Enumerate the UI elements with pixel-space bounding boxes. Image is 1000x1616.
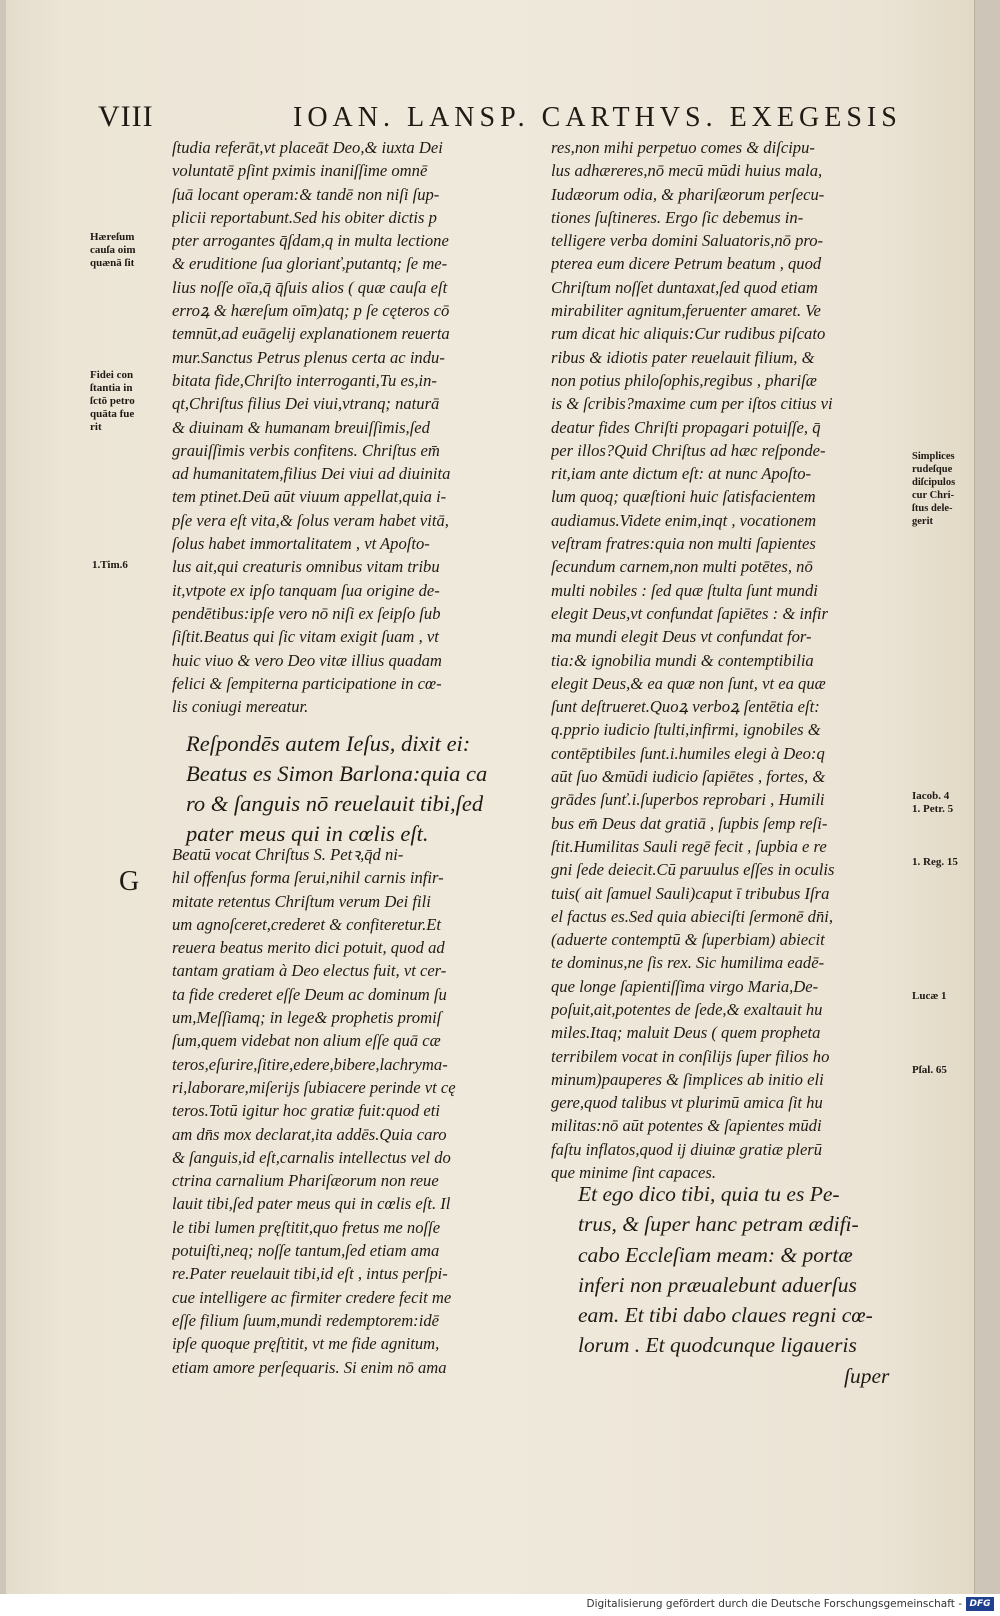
left-column-text bbox=[172, 136, 532, 718]
text-line: ſtantia in bbox=[90, 382, 133, 394]
text-line: elegit Deus,& ea quæ non ſunt, vt ea quæ bbox=[551, 673, 826, 693]
text-line: Pſal. 65 bbox=[912, 1064, 947, 1076]
page-header bbox=[6, 100, 974, 136]
text-line: ſuper bbox=[844, 1363, 890, 1388]
text-line: cur Chri- bbox=[912, 490, 955, 501]
text-line: Hæreſum bbox=[90, 231, 135, 243]
text-line: grauiſſimis verbis confitens. Chriſtus em̄ bbox=[172, 440, 440, 460]
text-line: ro & ſanguis nō reuelauit tibi,ſed bbox=[186, 791, 484, 816]
text-line: ſctō petro bbox=[90, 395, 135, 407]
text-line: Lucæ 1 bbox=[912, 990, 947, 1002]
text-line: am dn̄s mox declarat,ita addēs.Quia caro bbox=[172, 1124, 447, 1144]
text-line: & eruditione ſua glorianť,putantq; ſe me- bbox=[172, 254, 448, 274]
left-commentary-text bbox=[172, 843, 532, 1379]
dfg-logo-icon: DFG bbox=[966, 1597, 994, 1611]
text-line: pter arrogantes q̄ſdam,q in multa lectione bbox=[172, 231, 449, 251]
text-line: it,vtpote ex ipſo tanquam ſua origine de- bbox=[172, 580, 440, 600]
text-line: teros.Totū igitur hoc gratiæ fuit:quod eti bbox=[172, 1101, 440, 1121]
text-line: teros,eſurire,ſitire,edere,bibere,lachryma- bbox=[172, 1054, 448, 1074]
margin-note-right-1 bbox=[912, 790, 953, 816]
text-line: qt,Chriſtus filius Dei viui,vtranq; naturā bbox=[172, 394, 440, 414]
text-line: ſiſtit.Beatus qui ſic vitam exigit ſuam , vt bbox=[172, 627, 439, 647]
text-line: audiamus.Videte enim,inqt , vocationem bbox=[551, 510, 817, 530]
text-line: um agnoſceret,crederet & confiteretur.Et bbox=[172, 914, 441, 934]
text-line: deatur fides Chriſti propagari potuiſſe, q̄ bbox=[551, 417, 821, 437]
text-line: q.pprio iudicio ſtulti,infirmi, ignobiles & bbox=[551, 720, 821, 740]
text-line: ſuā locant operam:& tandē non niſi ſup- bbox=[172, 184, 440, 204]
text-line: bitata fide,Chriſto interroganti,Tu es,in- bbox=[172, 370, 437, 390]
text-line: lorum . Et quodcunque ligaueris bbox=[578, 1333, 857, 1358]
text-line: lauit tibi,ſed pater meus qui in cœlis eſt. Il bbox=[172, 1194, 451, 1214]
text-line: 1. Reg. 15 bbox=[912, 856, 958, 868]
text-line: mitate retentus Chriſtum verum Dei fili bbox=[172, 891, 431, 911]
text-line: pendētibus:ipſe vero nō niſi ex ſeipſo ſub bbox=[172, 603, 441, 623]
text-line: cabo Eccleſiam meam: & portæ bbox=[578, 1242, 853, 1267]
text-line: Iacob. 4 bbox=[912, 790, 950, 802]
text-line: cauſa oim bbox=[90, 244, 136, 256]
text-line: Beatus es Simon Barlona:quia ca bbox=[186, 761, 488, 786]
text-line: Chriſtum noſſet duntaxat,ſed quod etiam bbox=[551, 277, 818, 297]
text-line: poſuit,ait,potentes de ſede,& exaltauit hu bbox=[551, 999, 823, 1019]
text-line: ſtus dele- bbox=[912, 503, 953, 514]
text-line: res,non mihi perpetuo comes & diſcipu- bbox=[551, 138, 815, 157]
text-line: hil offenſus forma ſerui,nihil carnis infir- bbox=[172, 868, 444, 888]
text-line: terribilem vocat in conſilijs ſuper filios ho bbox=[551, 1046, 830, 1066]
text-line: multi nobiles : ſed quæ ſtulta ſunt mundi bbox=[551, 580, 818, 600]
text-line: voluntatē pſint pximis inaniſſime omnē bbox=[172, 161, 428, 181]
text-line: militas:nō aūt potentes & ſapientes mūdi bbox=[551, 1116, 822, 1136]
text-line: tuis( ait ſamuel Sauli)caput ī tribubus Iſra bbox=[551, 883, 830, 903]
left-lemma bbox=[186, 729, 487, 849]
text-line: rit,iam ante dictum eſt: at nunc Apoſto- bbox=[551, 464, 812, 484]
text-line: lus ait,qui creaturis omnibus vitam tribu bbox=[172, 557, 440, 577]
text-line: is & ſcribis?maxime cum per iſtos citius vi bbox=[551, 394, 833, 414]
text-line: eam. Et tibi dabo claues regni cœ- bbox=[578, 1303, 873, 1328]
text-line: miles.Itaq; maluit Deus ( quem propheta bbox=[551, 1023, 821, 1043]
text-line: Simplices bbox=[912, 451, 955, 462]
text-line: ſecundum carnem,non multi potētes, nō bbox=[551, 557, 813, 577]
folio-number: VIII bbox=[98, 100, 154, 133]
text-line: tem ptinet.Deū aūt viuum appellat,quia i- bbox=[172, 487, 447, 507]
text-line: minum)pauperes & ſimplices ab initio eli bbox=[551, 1069, 824, 1089]
section-letter: G bbox=[119, 866, 140, 897]
text-line: le tibi lumen pręſtitit,quo fretus me noſſe bbox=[172, 1217, 441, 1237]
book-page bbox=[6, 0, 975, 1594]
text-line: ad humanitatem,filius Dei viui ad diuinita bbox=[172, 464, 451, 484]
text-line: elegit Deus,vt confundat ſapiētes : & infir bbox=[551, 603, 828, 623]
text-line: quāta fue bbox=[90, 408, 135, 420]
text-line: ſtudia referāt,vt placeāt Deo,& iuxta Dei bbox=[172, 138, 443, 157]
margin-note-right-4 bbox=[912, 1064, 947, 1077]
text-line: (aduerte contemptū & ſuperbiam) abiecit bbox=[551, 930, 825, 950]
text-line: bus em̄ Deus dat gratiā , ſupbis ſemp reſi- bbox=[551, 813, 828, 833]
text-line: Iudæorum odia, & phariſæorum perſecu- bbox=[551, 184, 825, 204]
margin-note-right-0 bbox=[912, 450, 955, 528]
text-line: rum dicat hic aliquis:Cur rudibus piſcato bbox=[551, 324, 826, 344]
text-line: & ſanguis,id eſt,carnalis intellectus vel do bbox=[172, 1147, 451, 1167]
text-line: ipſe quoque pręſtitit, vt me fide agnitum, bbox=[172, 1334, 440, 1354]
text-line: ſolus habet immortalitatem , vt Apoſto- bbox=[172, 534, 430, 554]
text-line: etiam amore perſequaris. Si enim nō ama bbox=[172, 1357, 447, 1377]
text-line: mur.Sanctus Petrus plenus certa ac indu- bbox=[172, 347, 445, 367]
text-line: ſunt deſtrueret.Quoꝝ verboꝝ ſentētia eſt: bbox=[551, 697, 820, 717]
text-line: gni ſede deiecit.Cū paruulus eſſes in oculis bbox=[551, 860, 835, 880]
text-line: huic viuo & vero Deo vitæ illius quadam bbox=[172, 650, 442, 670]
text-line: pſe vera eſt vita,& ſolus veram habet vitā, bbox=[172, 510, 449, 530]
text-line: trus, & ſuper hanc petram ædifi- bbox=[578, 1212, 859, 1237]
margin-note-right-3 bbox=[912, 990, 947, 1003]
text-line: aūt ſuo &mūdi iudicio ſapiētes , fortes, & bbox=[551, 767, 826, 787]
text-line: gerit bbox=[912, 516, 933, 527]
text-line: temnūt,ad euāgelij explanationem reuerta bbox=[172, 324, 450, 344]
text-line: que longe ſapientiſſima virgo Maria,De- bbox=[551, 976, 819, 996]
text-line: pater meus qui in cœlis eſt. bbox=[186, 821, 429, 846]
text-line: lis coniugi mereatur. bbox=[172, 697, 309, 717]
footer-credit: Digitalisierung gefördert durch die Deutsche Forschungsgemeinschaft - bbox=[586, 1598, 962, 1610]
text-line: cue intelligere ac firmiter credere fecit me bbox=[172, 1287, 452, 1307]
text-line: diſcipulos bbox=[912, 477, 956, 488]
text-line: faſtu inflatos,quod ij diuinæ gratiæ plerū bbox=[551, 1139, 823, 1159]
text-line: plicii reportabunt.Sed his obiter dictis p bbox=[172, 207, 437, 227]
margin-note-left-1 bbox=[90, 369, 135, 434]
text-line: grādes ſunť.i.ſuperbos reprobari , Humili bbox=[551, 790, 825, 810]
text-line: inferi non præualebunt aduerſus bbox=[578, 1272, 857, 1297]
text-line: quænā ſit bbox=[90, 257, 135, 269]
text-line: lius noſſe oīa,q̄ q̄ſuis alios ( quæ cauſa eſt bbox=[172, 277, 448, 297]
text-line: eſſe filium ſuum,mundi redemptorem:idē bbox=[172, 1310, 439, 1330]
right-lemma bbox=[578, 1179, 889, 1391]
text-line: ſtit.Humilitas Sauli regē fecit , ſupbia e re bbox=[551, 836, 827, 856]
text-line: um,Meſſiamq; in lege& prophetis promiſ bbox=[172, 1008, 442, 1028]
text-line: te dominus,ne ſis rex. Sic humilima eadē- bbox=[551, 953, 825, 973]
text-line: erroꝝ & hæreſum oīm)atq; p ſe cęteros cō bbox=[172, 301, 450, 321]
text-line: ſum,quem videbat non alium eſſe quā cæ bbox=[172, 1031, 441, 1051]
text-line: reuera beatus merito dici potuit, quod ad bbox=[172, 938, 445, 958]
digitization-footer bbox=[0, 1594, 1000, 1616]
text-line: telligere verba domini Saluatoris,nō pro- bbox=[551, 231, 824, 251]
text-line: per illos?Quid Chriſtus ad hæc reſponde- bbox=[551, 440, 826, 460]
text-line: lus adhæreres,nō mecū mūdi huius mala, bbox=[551, 161, 823, 181]
text-line: Reſpondēs autem Ieſus, dixit ei: bbox=[186, 731, 471, 756]
text-line: veſtram fratres:quia non multi ſapientes bbox=[551, 534, 816, 554]
running-title: IOAN. LANSP. CARTHVS. EXEGESIS bbox=[293, 102, 902, 133]
text-line: ri,laborare,miſerijs ſubiacere perinde vt cę bbox=[172, 1077, 456, 1097]
text-line: tia:& ignobilia mundi & contemptibilia bbox=[551, 650, 814, 670]
text-line: 1.Tim.6 bbox=[92, 559, 128, 571]
text-line: non potius philoſophis,regibus , phariſæ bbox=[551, 370, 817, 390]
text-line: Fidei con bbox=[90, 369, 134, 381]
text-line: rudeſque bbox=[912, 464, 953, 475]
text-line: ctrina carnalium Phariſæorum non reue bbox=[172, 1171, 439, 1191]
text-line: gere,quod talibus vt plurimū amica ſit hu bbox=[551, 1093, 823, 1113]
text-line: Beatū vocat Chriſtus S. Petꝛ,q̄d ni- bbox=[172, 845, 404, 864]
margin-note-left-0 bbox=[90, 231, 136, 270]
text-line: re.Pater reuelauit tibi,id eſt , intus perſpi- bbox=[172, 1264, 448, 1284]
text-line: pterea eum dicere Petrum beatum , quod bbox=[551, 254, 822, 274]
text-line: 1. Petr. 5 bbox=[912, 803, 954, 815]
text-line: & diuinam & humanam breuiſſimis,ſed bbox=[172, 417, 430, 437]
text-line: ribus & idiotis pater reuelauit filium, & bbox=[551, 347, 815, 367]
text-line: que minime ſint capaces. bbox=[551, 1163, 716, 1183]
right-column-text bbox=[551, 136, 911, 1184]
text-line: tantam gratiam à Deo electus fuit, vt cer- bbox=[172, 961, 447, 981]
text-line: rit bbox=[90, 421, 102, 433]
text-line: mirabiliter agnitum,feruenter amaret. Ve bbox=[551, 301, 821, 321]
text-line: el factus es.Sed quia abieciſti ſermonē dn̄i, bbox=[551, 906, 834, 926]
margin-note-right-2 bbox=[912, 856, 958, 869]
margin-note-left-2 bbox=[92, 559, 128, 572]
text-line: ma mundi elegit Deus vt confundat for- bbox=[551, 627, 812, 647]
text-line: ta fide crederet eſſe Deum ac dominum ſu bbox=[172, 984, 447, 1004]
text-line: lum quoq; quæſtioni huic ſatisfacientem bbox=[551, 487, 816, 507]
text-line: Et ego dico tibi, quia tu es Pe- bbox=[578, 1182, 840, 1206]
text-line: tiones ſuſtineres. Ergo ſic debemus in- bbox=[551, 207, 804, 227]
text-line: felici & ſempiterna participatione in cœ- bbox=[172, 673, 442, 693]
text-line: contēptibiles ſunt.i.humiles elegi à Deo:q bbox=[551, 743, 825, 763]
text-line: potuiſti,neq; noſſe tantum,ſed etiam ama bbox=[172, 1241, 440, 1261]
